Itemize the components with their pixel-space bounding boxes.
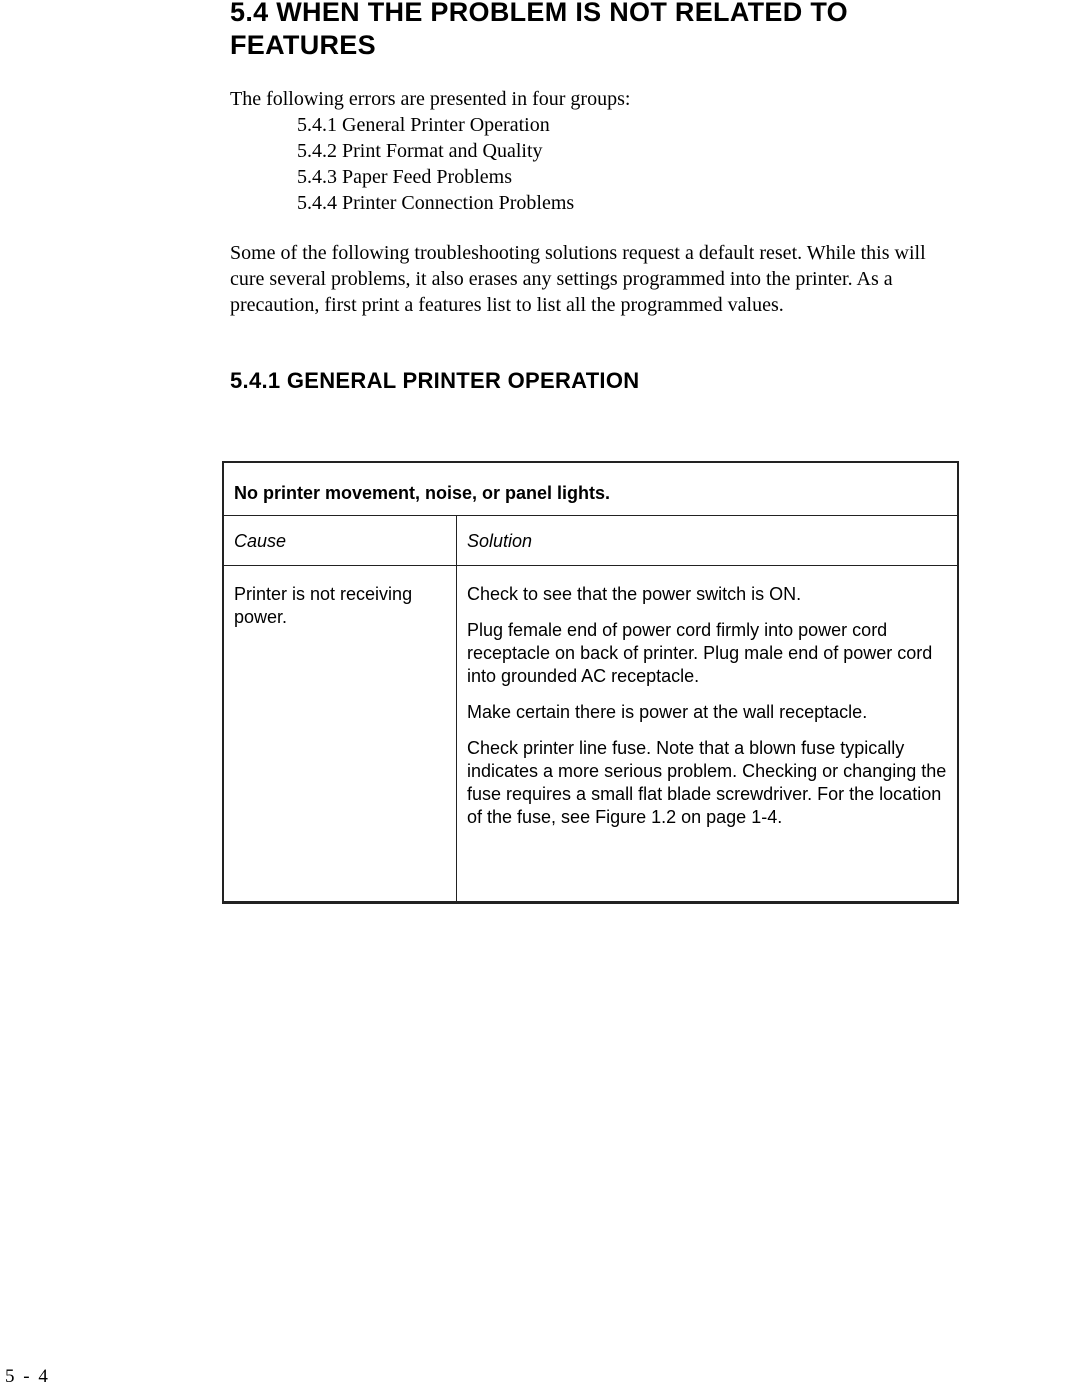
cause-cell: Printer is not receiving power.	[234, 584, 413, 627]
group-item: 5.4.1 General Printer Operation	[297, 114, 550, 136]
solution-item: Plug female end of power cord firmly into power cord receptacle on back of printer. Plug male end of power cord into grounded AC receptacle.	[467, 620, 933, 686]
column-divider	[456, 516, 457, 901]
table-title: No printer movement, noise, or panel lights.	[224, 463, 957, 516]
group-item: 5.4.2 Print Format and Quality	[297, 140, 543, 162]
table-header-row	[224, 516, 957, 566]
solution-cell	[467, 583, 947, 842]
section-heading: 5.4 WHEN THE PROBLEM IS NOT RELATED TO FEATURES	[230, 0, 848, 60]
group-item: 5.4.3 Paper Feed Problems	[297, 166, 512, 188]
intro-text: The following errors are presented in four groups:	[230, 88, 631, 110]
group-list	[297, 112, 574, 216]
subsection-heading: 5.4.1 GENERAL PRINTER OPERATION	[230, 368, 640, 393]
solution-item: Make certain there is power at the wall receptacle.	[467, 702, 868, 722]
troubleshooting-table	[222, 461, 959, 904]
page-number: 5 - 4	[5, 1366, 50, 1387]
solution-item: Check to see that the power switch is ON.	[467, 584, 802, 604]
solution-item: Check printer line fuse. Note that a blown fuse typically indicates a more serious problem. Checking or changing the fuse requires a small flat blade screwdriver. For the location of the fuse, see Figure 1.2 on page 1-4.	[467, 738, 947, 827]
group-item: 5.4.4 Printer Connection Problems	[297, 192, 575, 214]
cause-header: Cause	[234, 531, 287, 551]
solution-header: Solution	[467, 531, 533, 551]
precaution-paragraph: Some of the following troubleshooting solutions request a default reset. While this will cure several problems, it also erases any settings programmed into the printer. As a precaution, first print a features list to list all the programmed values.	[230, 242, 926, 316]
